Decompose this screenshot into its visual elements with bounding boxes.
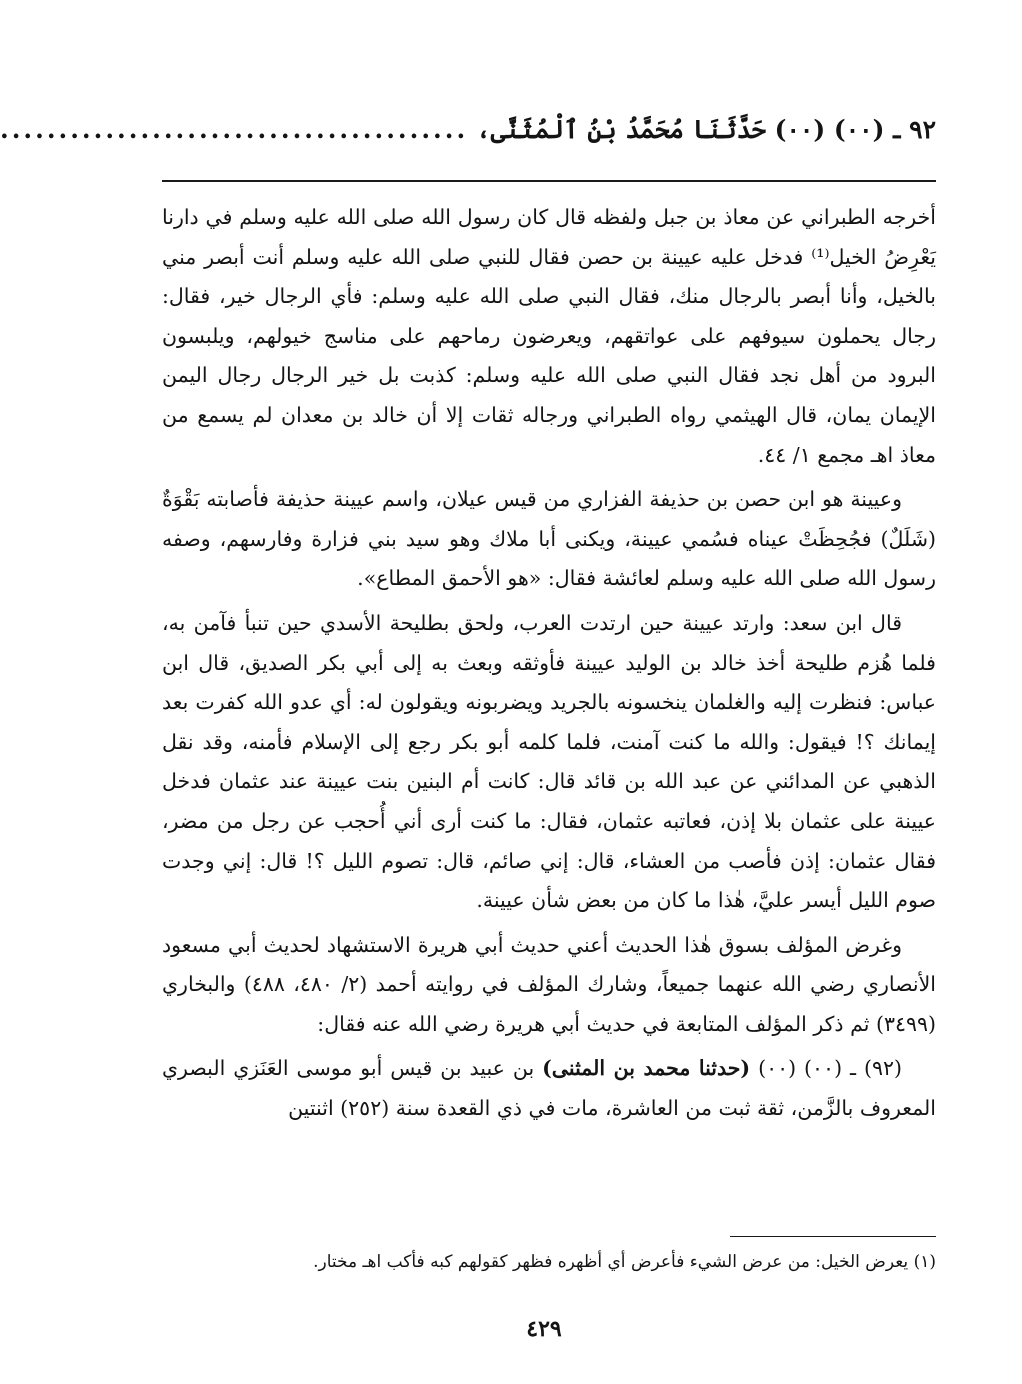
footnote-rule	[730, 1236, 936, 1237]
header-dots: ........................................	[0, 114, 469, 144]
page-number: ٤٢٩	[526, 1316, 562, 1342]
paragraph-2: وعيينة هو ابن حصن بن حذيفة الفزاري من قيس عيلان، واسم عيينة حذيفة فأصابته بَقْوَةٌ (شَلَلٌ) فجُحِظَتْ عيناه فسُمي عيينة، ويكنى أبا ملاك وهو سيد بني فزارة وفارسهم، وصفه رسول الله صلى الله عليه وسلم لعائشة فقال: «هو الأحمق المطاع».	[162, 487, 936, 591]
paragraph-5	[162, 1049, 936, 1128]
header-rule	[162, 180, 936, 182]
hadith-number: (٩٢) ـ (٠٠) (٠٠)	[750, 1056, 902, 1081]
narrator-commentary: بن عبيد بن قيس أبو موسى العَنَزي البصري المعروف بالزَّمن، ثقة ثبت من العاشرة، مات في ذي القعدة سنة (٢٥٢) اثنتين	[162, 1056, 936, 1121]
main-text	[162, 198, 936, 1134]
paragraph-4: وغرض المؤلف بسوق هٰذا الحديث أعني حديث أبي هريرة الاستشهاد لحديث أبي مسعود الأنصاري رضي الله عنهما جميعاً، وشارك المؤلف في روايته أحمد (٢/ ٤٨٠، ٤٨٨) والبخاري (٣٤٩٩) ثم ذكر المؤلف المتابعة في حديث أبي هريرة رضي الله عنه فقال:	[162, 932, 936, 1036]
header-title: ٩٢ ـ (٠٠) (٠٠) حَدَّثَنَا مُحَمَّدُ بْنُ ٱلْمُثَنَّى،	[476, 114, 936, 144]
footnote: (١) يعرض الخيل: من عرض الشيء فأعرض أي أظهره فظهر كقولهم كبه فأكب اهـ مختار.	[313, 1252, 936, 1272]
hadith-chain-bold: (حدثنا محمد بن المثنى)	[542, 1056, 751, 1081]
paragraph-1: أخرجه الطبراني عن معاذ بن جبل ولفظه قال كان رسول الله صلى الله عليه وسلم في دارنا يَعْرِضُ الخيل⁽¹⁾ فدخل عليه عيينة بن حصن فقال للنبي صلى الله عليه وسلم أنت أبصر مني بالخيل، وأنا أبصر بالرجال منك، فقال النبي صلى الله عليه وسلم: فأي الرجال خير، فقال: رجال يحملون سيوفهم على عواتقهم، ويعرضون رماحهم على مناسج خيولهم، ويلبسون البرود من أهل نجد فقال النبي صلى الله عليه وسلم: كذبت بل خير الرجال رجال اليمن الإيمان يمان، قال الهيثمي رواه الطبراني ورجاله ثقات إلا أن خالد بن معدان لم يسمع من معاذ اهـ مجمع ١/ ٤٤.	[162, 205, 936, 467]
paragraph-3: قال ابن سعد: وارتد عيينة حين ارتدت العرب، ولحق بطليحة الأسدي حين تنبأ فآمن به، فلما هُزم طليحة أخذ خالد بن الوليد عيينة فأوثقه وبعث به إلى أبي بكر الصديق، قال ابن عباس: فنظرت إليه والغلمان ينخسونه بالجريد ويضربونه ويقولون له: أي عدو الله كفرت بعد إيمانك ؟! فيقول: والله ما كنت آمنت، فلما كلمه أبو بكر رجع إلى الإسلام فأمنه، وقد نقل الذهبي عن المدائني عن عبد الله بن قائد قال: كانت أم البنين بنت عيينة عند عثمان فدخل عيينة على عثمان بلا إذن، فعاتبه عثمان، فقال: ما كنت أرى أني أُحجب عن رجل من مضر، فقال عثمان: إذن فأصب من العشاء، قال: إني صائم، قال: تصوم الليل ؟! قال: إني وجدت صوم الليل أيسر عليَّ، هٰذا ما كان من بعض شأن عيينة.	[162, 610, 936, 913]
running-header	[0, 104, 936, 154]
